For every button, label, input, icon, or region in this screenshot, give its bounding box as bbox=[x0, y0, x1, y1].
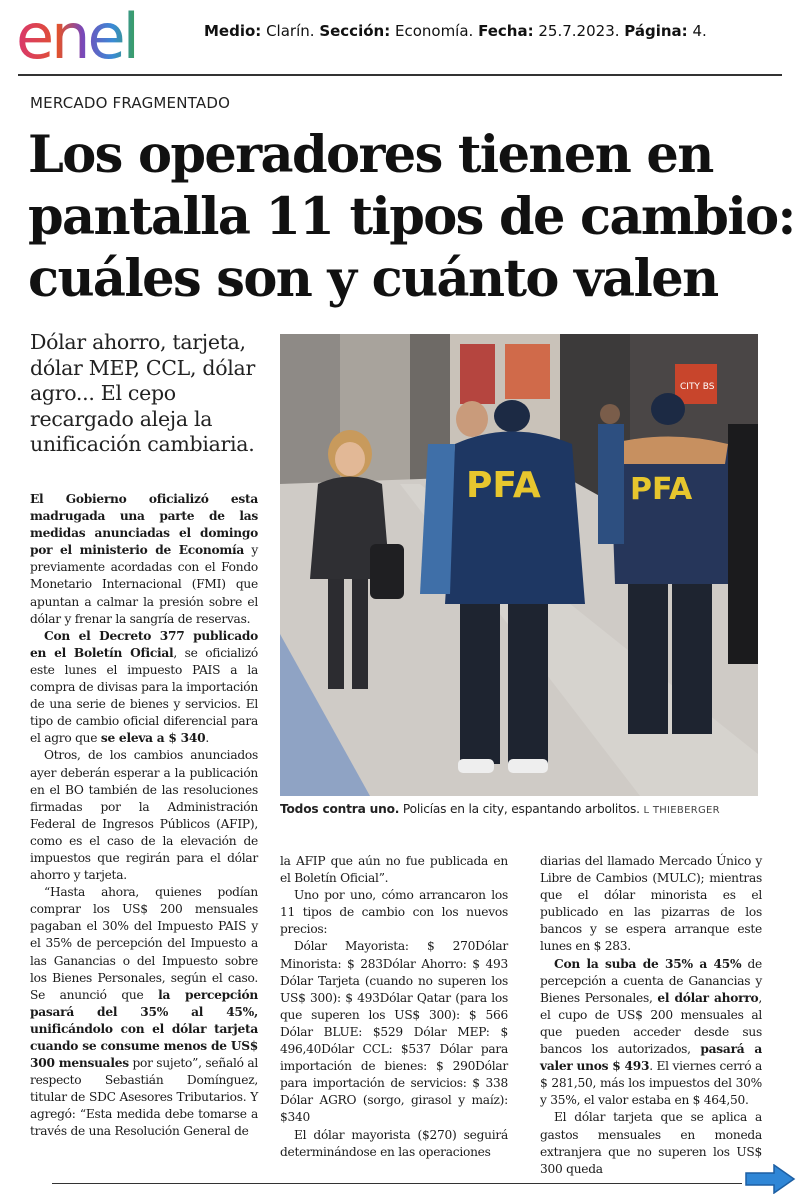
seccion-label: Sección: bbox=[319, 22, 391, 40]
bold-text: pasará a valer unos $ 493 bbox=[540, 1042, 762, 1074]
medio-label: Medio: bbox=[204, 22, 262, 40]
pagina-label: Página: bbox=[624, 22, 688, 40]
seccion-value: Economía. bbox=[394, 22, 474, 40]
paragraph bbox=[30, 628, 258, 748]
caption-lead: Todos contra uno. bbox=[280, 802, 400, 816]
svg-text:enel: enel bbox=[16, 6, 137, 68]
body-text: , se oficializó este lunes el impuesto PAIS a la compra de divisas para la importación de una serie de bienes y servicios. El tipo de cambio oficial diferencial para el agro que bbox=[30, 645, 258, 746]
pagina-value: 4. bbox=[692, 22, 707, 40]
photo-credit: L THIEBERGER bbox=[643, 805, 720, 816]
body-text: “Hasta ahora, quienes podían comprar los US$ 200 mensuales pagaban el 30% del Impuesto PAIS y el 35% de percepción del Impuesto a las Ganancias o del Impuesto sobre los Bienes Personales, según el caso. Se anunció que bbox=[30, 885, 258, 1002]
body-text: por sujeto”, señaló al respecto Sebastián Domínguez, titular de SDC Asesores Tributarios. Y agregó: “Esta medida debe tomarse a través de una Resolución General de bbox=[30, 1056, 258, 1139]
caption-text: Policías en la city, espantando arbolitos. bbox=[399, 802, 640, 816]
body-text: . bbox=[205, 731, 209, 746]
article-column-3 bbox=[540, 853, 762, 1178]
bold-lead: El Gobierno oficializó esta madrugada una parte de las medidas anunciadas el domingo por el ministerio de Economía bbox=[30, 492, 258, 558]
fecha-label: Fecha: bbox=[478, 22, 534, 40]
paragraph: Dólar Mayorista: $ 270Dólar Minorista: $ 283Dólar Ahorro: $ 493 Dólar Tarjeta (cuando no superen los US$ 300): $ 493Dólar Qatar (para los que superen los US$ 300): $ 566 Dólar BLUE: $529 Dólar MEP: $ 496,40Dólar CCL: $537 Dólar para importación de bienes: $ 290Dólar para importación de servicios: $ 338 Dólar AGRO (sorgo, girasol y maíz): $340 bbox=[280, 939, 508, 1125]
bold-text: Con el Decreto 377 publicado en el Boletín Oficial bbox=[30, 628, 258, 660]
svg-text:CITY BS: CITY BS bbox=[680, 382, 715, 392]
bold-text: se eleva a $ 340 bbox=[100, 731, 206, 746]
paragraph: diarias del llamado Mercado Único y Libre de Cambios (MULC); mientras que el dólar minorista es el publicado en las pizarras de los bancos y se espera arranque este lunes en $ 283. bbox=[540, 854, 762, 954]
article-column-1 bbox=[30, 491, 258, 1141]
body-text: , el cupo de US$ 200 mensuales al que pueden acceder desde sus bancos los autorizados, bbox=[540, 990, 762, 1057]
svg-text:PFA: PFA bbox=[466, 465, 541, 506]
bold-text: la percepción pasará del 35% al 45%, unificándolo con el dólar tarjeta cuando se consume menos de US$ 300 mensuales bbox=[30, 987, 258, 1071]
body-text: . El viernes cerró a $ 281,50, más los impuestos del 30% y 35%, el valor estaba en $ 464,50. bbox=[540, 1059, 762, 1108]
fecha-value: 25.7.2023. bbox=[538, 22, 620, 40]
body-text: de percepción a cuenta de Ganancias y Bienes Personales, bbox=[540, 956, 762, 1005]
article-column-2 bbox=[280, 853, 508, 1161]
bold-text: el dólar ahorro bbox=[657, 990, 759, 1005]
enel-logo bbox=[14, 6, 184, 68]
paragraph: la AFIP que aún no fue publicada en el Boletín Oficial”. bbox=[280, 854, 508, 886]
police-street-photo bbox=[280, 334, 758, 796]
headline-line: cuáles son y cuánto valen bbox=[28, 249, 718, 309]
paragraph: Otros, de los cambios anunciados ayer deberán esperar a la publicación en el BO también de las resoluciones firmadas por la Administración Federal de Ingresos Públicos (AFIP), como es el caso de la elevación de impuestos que regirán para el dólar ahorro y tarjeta. bbox=[30, 748, 258, 883]
article-photo bbox=[280, 334, 758, 796]
right-arrow-icon[interactable] bbox=[744, 1164, 796, 1194]
article-subhead: Dólar ahorro, tarjeta, dólar MEP, CCL, dólar agro... El cepo recargado aleja la unificación cambiaria. bbox=[30, 330, 255, 457]
article-headline bbox=[28, 124, 795, 310]
source-info bbox=[204, 22, 707, 40]
footer-divider bbox=[52, 1183, 742, 1184]
svg-text:PFA: PFA bbox=[630, 472, 693, 507]
headline-line: Los operadores tienen en bbox=[28, 125, 713, 185]
medio-value: Clarín. bbox=[266, 22, 315, 40]
paragraph bbox=[540, 956, 762, 1110]
photo-caption bbox=[280, 802, 760, 816]
paragraph: El dólar tarjeta que se aplica a gastos mensuales en moneda extranjera que no superen los US$ 300 queda bbox=[540, 1110, 762, 1176]
paragraph: El dólar mayorista ($270) seguirá determinándose en las operaciones bbox=[280, 1127, 508, 1159]
paragraph bbox=[30, 884, 258, 1140]
bold-text: Con la suba de 35% a 45% bbox=[554, 956, 742, 971]
body-text: y previamente acordadas con el Fondo Monetario Internacional (FMI) que apuntan a calmar la presión sobre el dólar y frenar la sangría de reservas. bbox=[30, 543, 258, 626]
headline-line: pantalla 11 tipos de cambio: bbox=[28, 187, 795, 247]
paragraph: Uno por uno, cómo arrancaron los 11 tipos de cambio con los nuevos precios: bbox=[280, 888, 508, 937]
article-kicker: MERCADO FRAGMENTADO bbox=[30, 94, 231, 112]
paragraph bbox=[30, 491, 258, 628]
header-divider bbox=[18, 74, 782, 76]
